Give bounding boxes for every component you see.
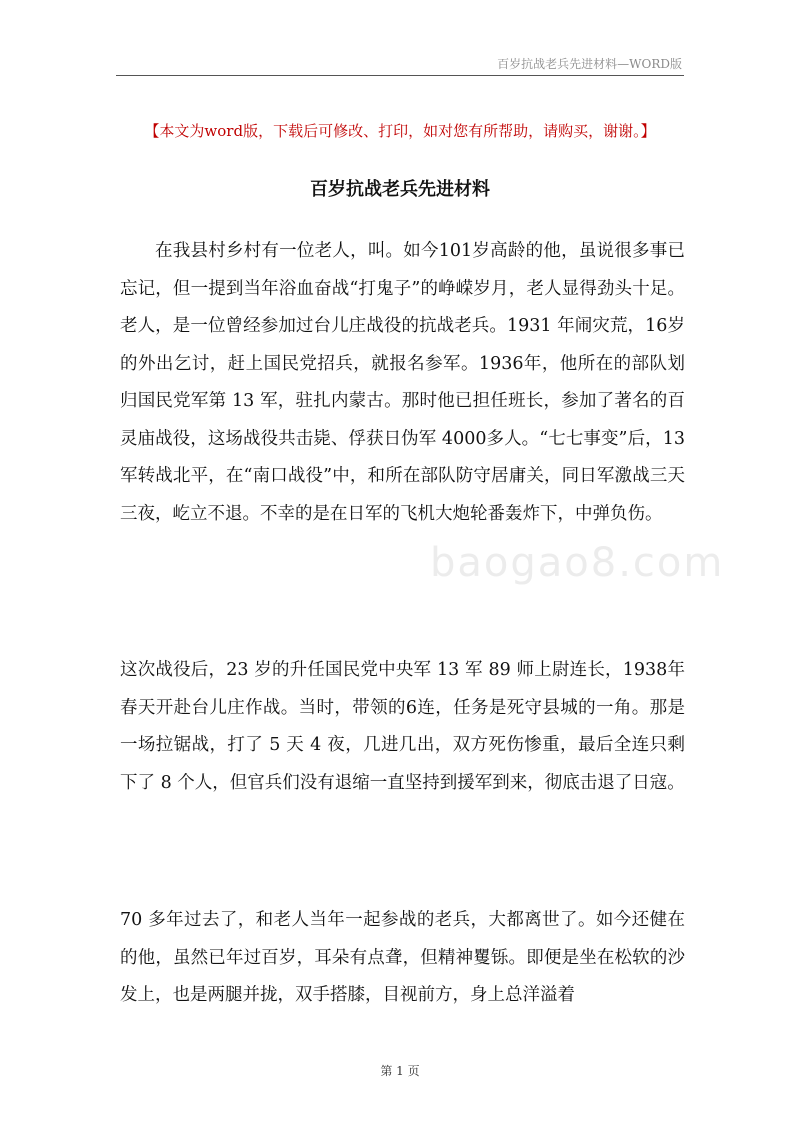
page-number: 第 1 页 xyxy=(380,1064,420,1078)
purchase-notice: 【本文为word版，下载后可修改、打印，如对您有所帮助，请购买，谢谢。】 xyxy=(144,122,656,140)
header-title: 百岁抗战老兵先进材料—WORD版 xyxy=(497,57,682,71)
paragraph-1: 在我县村乡村有一位老人，叫。如今101岁高龄的他，虽说很多事已忘记，但一提到当年浴血奋战“打鬼子”的峥嵘岁月，老人显得劲头十足。老人，是一位曾经参加过台儿庄战役的抗战老兵。1931 年闹灾荒，16岁的外出乞讨，赶上国民党招兵，就报名参军。1936年，他所在的部队划归国民党军第 13 军，驻扎内蒙古。那时他已担任班长，参加了著名的百灵庙战役，这场战役共击毙、俘获日伪军 4000多人。“七七事变”后，13军转战北平，在“南口战役”中，和所在部队防守居庸关，同日军激战三天三夜，屹立不退。不幸的是在日军的飞机大炮轮番轰炸下，中弹负伤。 xyxy=(120,241,685,524)
document-title: 百岁抗战老兵先进材料 xyxy=(310,179,490,200)
paragraph-2: 这次战役后，23 岁的升任国民党中央军 13 军 89 师上尉连长，1938年春天开赴台儿庄作战。当时，带领的6连，任务是死守县城的一角。那是一场拉锯战，打了 5 天 4 夜，几进几出，双方死伤惨重，最后全连只剩下了 8 个人，但官兵们没有退缩一直坚持到援军到来，彻底击退了日寇。 xyxy=(120,660,685,793)
header-divider xyxy=(116,75,684,76)
paragraph-3: 70 多年过去了，和老人当年一起参战的老兵，大都离世了。如今还健在的他，虽然已年过百岁，耳朵有点聋，但精神矍铄。即便是坐在松软的沙发上，也是两腿并拢，双手搭膝，目视前方，身上总洋溢着 xyxy=(120,910,685,1005)
watermark: baogao8.com xyxy=(430,540,725,586)
